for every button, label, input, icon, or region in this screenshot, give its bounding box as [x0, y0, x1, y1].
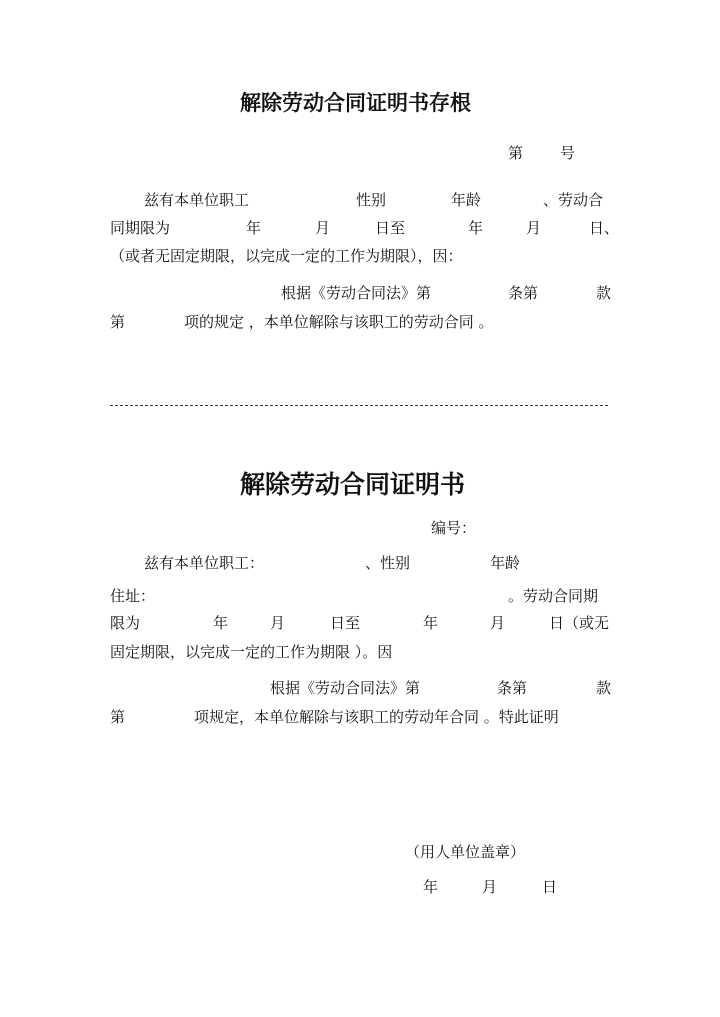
cert-sign-year: 年: [423, 878, 439, 896]
stub-term: 、劳动合: [543, 191, 604, 209]
stub-kuan: 款: [596, 284, 612, 302]
cert-sign-day: 日: [542, 878, 558, 896]
cert-seal: （用人单位盖章）: [405, 843, 526, 861]
stub-number-hao: 号: [560, 144, 576, 162]
stub-title: 解除劳动合同证明书存根: [240, 90, 471, 115]
cert-basis: 根据《劳动合同法》第: [270, 679, 421, 697]
stub-month2: 月: [526, 219, 542, 237]
stub-age: 年龄: [451, 191, 482, 209]
cert-term: 。劳动合同期: [508, 587, 599, 605]
stub-year2: 年: [468, 219, 484, 237]
cert-di: 第: [110, 708, 126, 726]
cut-line-divider: [110, 405, 608, 406]
stub-day2: 日、: [589, 219, 620, 237]
stub-tiao: 条第: [508, 284, 539, 302]
stub-day-to: 日至: [375, 219, 406, 237]
cert-fixed-term-note: 固定期限，以完成一定的工作为期限 ）。因: [110, 643, 393, 661]
stub-provision: 项的规定 ，本单位解除与该职工的劳动合同 。: [184, 313, 494, 331]
cert-provision: 项规定，本单位解除与该职工的劳动年合同 。特此证明: [194, 708, 559, 726]
cert-intro: 兹有本单位职工：: [144, 554, 265, 572]
cert-gender: 、性别: [365, 554, 411, 572]
cert-month: 月: [270, 614, 286, 632]
cert-day2: 日（或无: [549, 614, 610, 632]
cert-term-label: 限为: [110, 614, 141, 632]
cert-sign-month: 月: [482, 878, 498, 896]
stub-di: 第: [110, 313, 126, 331]
stub-fixed-term-note: （或者无固定期限，以完成一定的工作为期限），因：: [110, 247, 463, 265]
stub-term-label: 同期限为: [110, 219, 171, 237]
cert-year2: 年: [423, 614, 439, 632]
stub-gender: 性别: [356, 191, 387, 209]
cert-year: 年: [213, 614, 229, 632]
stub-year: 年: [246, 219, 262, 237]
stub-number-di: 第: [508, 144, 524, 162]
cert-tiao: 条第: [497, 679, 528, 697]
stub-month: 月: [315, 219, 331, 237]
stub-intro: 兹有本单位职工: [144, 191, 250, 209]
cert-kuan: 款: [596, 679, 612, 697]
cert-day-to: 日至: [330, 614, 361, 632]
cert-month2: 月: [490, 614, 506, 632]
cert-number-label: 编号：: [431, 519, 477, 537]
cert-age: 年龄: [490, 554, 521, 572]
cert-title: 解除劳动合同证明书: [240, 470, 466, 499]
cert-address: 住址：: [110, 587, 156, 605]
stub-basis: 根据《劳动合同法》第: [281, 284, 432, 302]
